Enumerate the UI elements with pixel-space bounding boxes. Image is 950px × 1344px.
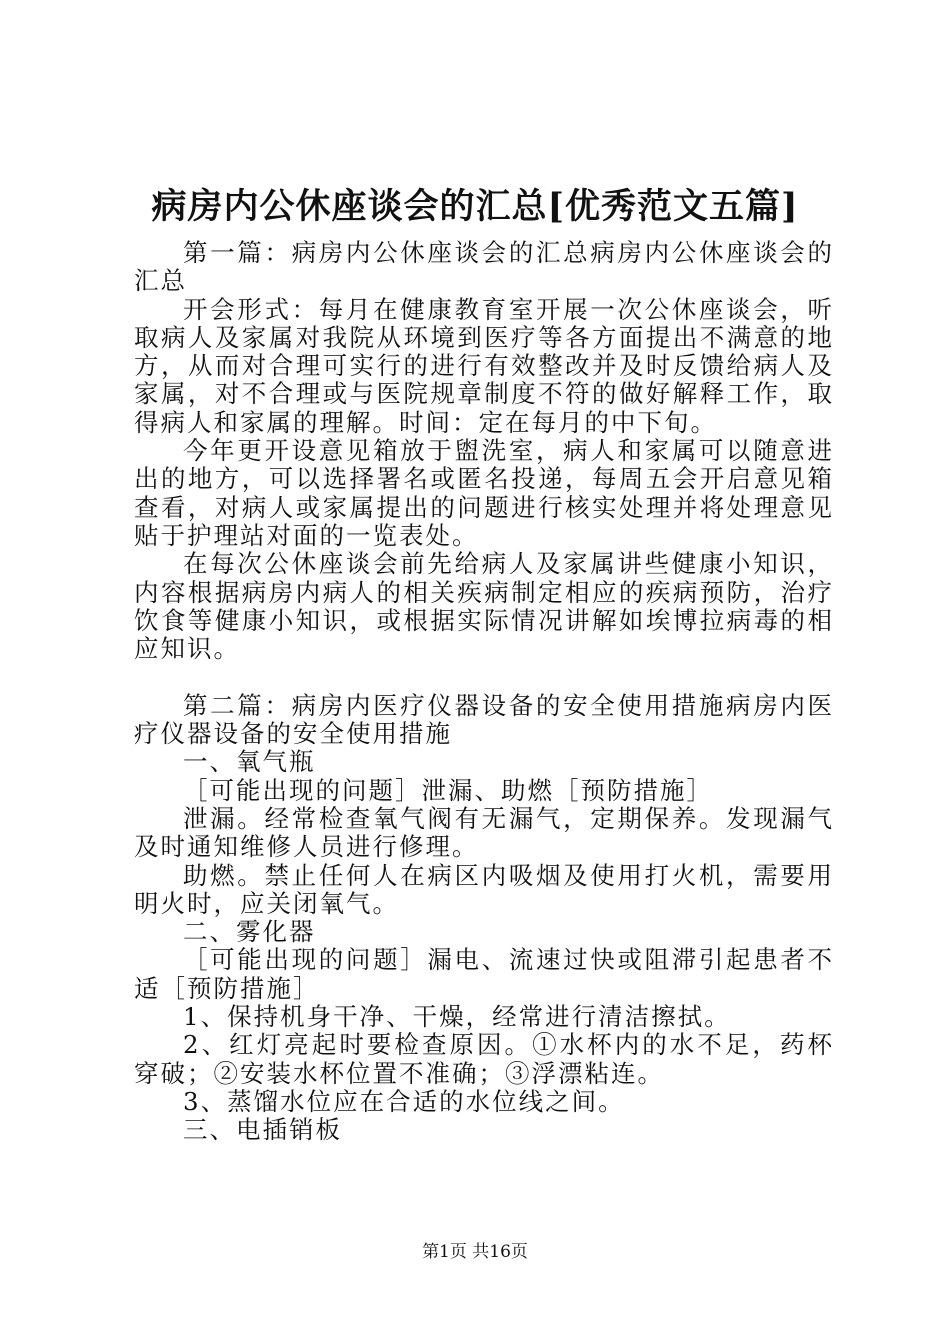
section-heading-power-strip: 三、电插销板: [183, 1115, 342, 1145]
paragraph-meeting-format: 开会形式：每月在健康教育室开展一次公休座谈会，听取病人及家属对我院从环境到医疗等各方面提出不满意的地方，从而对合理可实行的进行有效整改并及时反馈给病人及家属，对不合理或与医院规章制度不符的做好解释工作，取得病人和家属的理解。时间：定在每月的中下旬。: [134, 294, 834, 437]
list-item-nebulizer-1: 1、保持机身干净、干燥，经常进行清洁擦拭。: [183, 1002, 731, 1032]
list-item-nebulizer-3: 3、蒸馏水位应在合适的水位线之间。: [183, 1086, 625, 1116]
paragraph-oxygen-leak: 泄漏。经常检查氧气阀有无漏气，定期保养。发现漏气及时通知维修人员进行修理。: [134, 803, 834, 862]
paragraph-oxygen-problems: ［可能出现的问题］泄漏、助燃［预防措施］: [183, 775, 713, 805]
document-body: [134, 239, 834, 1145]
paragraph-health-knowledge: 在每次公休座谈会前先给病人及家属讲些健康小知识，内容根据病房内病人的相关疾病制定相应的疾病预防，治疗饮食等健康小知识，或根据实际情况讲解如埃博拉病毒的相应知识。: [134, 549, 834, 664]
paragraph-nebulizer-problems: ［可能出现的问题］漏电、流速过快或阻滞引起患者不适［预防措施］: [134, 945, 834, 1003]
document-title: 病房内公休座谈会的汇总[优秀范文五篇]: [151, 186, 799, 227]
page-number-footer: 第1页 共16页: [422, 1242, 528, 1262]
paragraph-oxygen-combustion: 助燃。禁止任何人在病区内吸烟及使用打火机，需要用明火时，应关闭氧气。: [134, 860, 834, 918]
paragraph-spacer: [134, 663, 834, 691]
paragraph-suggestion-box: 今年更开设意见箱放于盥洗室，病人和家属可以随意进出的地方，可以选择署名或匿名投递，每周五会开启意见箱查看，对病人或家属提出的问题进行核实处理并将处理意见贴于护理站对面的一览表处。: [134, 436, 834, 550]
paragraph-part-one-heading: 第一篇：病房内公休座谈会的汇总病房内公休座谈会的汇总: [134, 238, 834, 296]
section-heading-nebulizer: 二、雾化器: [183, 917, 316, 947]
paragraph-part-two-heading: 第二篇：病房内医疗仪器设备的安全使用措施病房内医疗仪器设备的安全使用措施: [134, 690, 834, 749]
section-heading-oxygen: 一、氧气瓶: [183, 747, 316, 777]
list-item-nebulizer-2: 2、红灯亮起时要检查原因。①水杯内的水不足，药杯穿破；②安装水杯位置不准确；③浮漂粘连。: [134, 1030, 834, 1088]
